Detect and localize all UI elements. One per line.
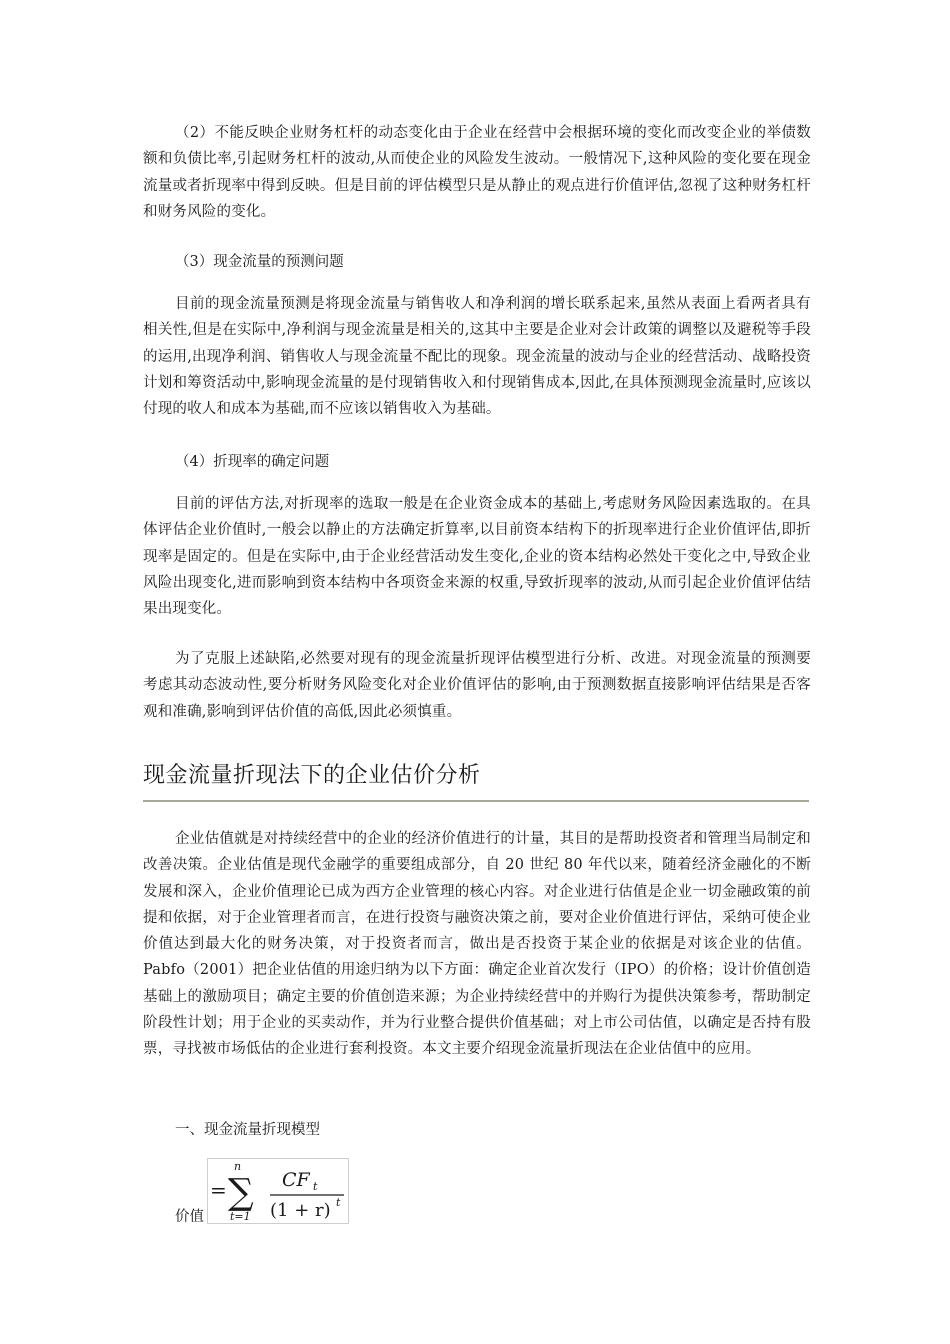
subheading-cashflow-forecast: （3）现金流量的预测问题 [175,254,344,270]
paragraph-cashflow-forecast: 目前的现金流量预测是将现金流量与销售收人和净利润的增长联系起来,虽然从表面上看两者具有相关性,但是在实际中,净利润与现金流量是相关的,这其中主要是企业对会计政策的调整以及避税等手段的运用,出现净利润、销售收人与现金流量不配比的现象。现金流量的波动与企业的经营活动、战略投资计划和筹资活动中,影响现金流量的是付现销售收入和付现销售成本,因此,在具体预测现金流量时,应该以付现的收人和成本为基础,而不应该以销售收入为基础。 [143,296,811,418]
formula-sum-upper: n [234,1160,242,1173]
formula-sum-lower: t=1 [230,1210,251,1223]
paragraph-discount-rate: 目前的评估方法,对折现率的选取一般是在企业资金成本的基础上,考虑财务风险因素选取的。在具体评估企业价值时,一般会以静止的方法确定折算率,以目前资本结构下的折现率进行企业价值评估,即折现率是固定的。但是在实际中,由于企业经营活动发生变化,企业的资本结构必然处干变化之中,导致企业风险出现变化,进而影响到资本结构中各项资金来源的权重,导致折现率的波动,从而引起企业价值评估结果出现变化。 [143,496,811,618]
paragraph-financial-leverage: （2）不能反映企业财务杠杆的动态变化由于企业在经营中会根据环境的变化而改变企业的举债数额和负债比率,引起财务杠杆的波动,从而使企业的风险发生波动。一般情况下,这种风险的变化要在现金流量或者折现率中得到反映。但是目前的评估模型只是从静止的观点进行价值评估,忽视了这种财务杠杆和财务风险的变化。 [143,125,811,220]
paragraph-enterprise-valuation: 企业估值就是对持续经营中的企业的经济价值进行的计量，其目的是帮助投资者和管理当局制定和改善决策。企业估值是现代金融学的重要组成部分，自 20 世纪 80 年代以来，随着经济金融化的不断发展和深入，企业价值理论已成为西方企业管理的核心内容。对企业进行估值是企业一切金融政策的前提和依据，对于企业管理者而言，在进行投资与融资决策之前，要对企业价值进行评估，采纳可使企业价值达到最大化的财务决策，对于投资者而言，做出是否投资于某企业的依据是对该企业的估值。Pabfo（2001）把企业估值的用途归纳为以下方面：确定企业首次发行（IPO）的价格；设计价值创造基础上的激励项目；确定主要的价值创造来源；为企业持续经营中的并购行为提供决策参考，帮助制定阶段性计划；用于企业的买卖动作，并为行业整合提供价值基础；对上市公司估值，以确定是否持有股票，寻找被市场低估的企业进行套利投资。本文主要介绍现金流量折现法在企业估值中的应用。 [143,831,811,1058]
formula-label: 价值 [175,1209,204,1225]
section-title: 现金流量折现法下的企业估价分析 [143,763,481,788]
paragraph-overcome-defects: 为了克服上述缺陷,必然要对现有的现金流量折现评估模型进行分析、改进。对现金流量的预测要考虑其动态波动性,要分析财务风险变化对企业价值评估的影响,由于预测数据直接影响评估结果是否客观和准确,影响到评估价值的高低,因此必须慎重。 [143,651,811,720]
formula-denominator-sup: t [336,1196,341,1209]
formula-denominator: (1 + r) [270,1200,331,1221]
formula-numerator: CF [282,1169,310,1191]
dcf-formula-image [207,1158,349,1224]
formula-equals: = [210,1178,227,1202]
section-divider [143,800,809,802]
sigma-icon: ∑ [228,1172,254,1213]
subheading-discount-rate: （4）折现率的确定问题 [175,454,330,470]
subheading-dcf-model: 一、现金流量折现模型 [175,1122,320,1138]
formula-numerator-sub: t [313,1180,318,1193]
dcf-formula [208,1159,348,1223]
